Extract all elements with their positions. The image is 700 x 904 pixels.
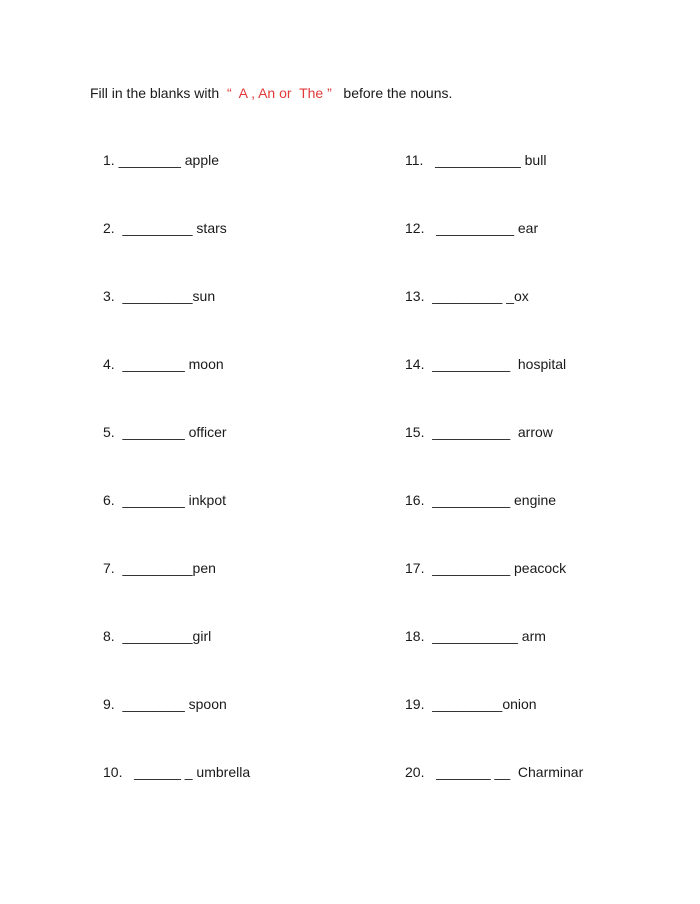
question-blank-noun: __________ peacock <box>424 560 567 576</box>
question-number: 4. <box>103 356 115 372</box>
question-blank-noun: ________ inkpot <box>114 492 227 508</box>
question-number: 12. <box>405 220 425 236</box>
question-item-4 <box>103 355 250 423</box>
question-blank-noun: ______ _ umbrella <box>122 764 251 780</box>
question-item-9 <box>103 695 250 763</box>
question-blank-noun: _________girl <box>114 628 212 644</box>
question-number: 2. <box>103 220 115 236</box>
question-blank-noun: _________ _ox <box>424 288 529 304</box>
question-number: 18. <box>405 628 425 644</box>
question-item-3 <box>103 287 250 355</box>
question-number: 17. <box>405 560 425 576</box>
question-item-19 <box>405 695 583 763</box>
question-blank-noun: _________ stars <box>114 220 227 236</box>
question-item-8 <box>103 627 250 695</box>
instruction-suffix: before the nouns. <box>331 85 453 101</box>
right-question-column <box>405 151 583 831</box>
question-blank-noun: _________pen <box>114 560 216 576</box>
question-blank-noun: ___________ arm <box>424 628 546 644</box>
question-item-18 <box>405 627 583 695</box>
question-number: 5. <box>103 424 115 440</box>
question-number: 19. <box>405 696 425 712</box>
question-blank-noun: _________sun <box>114 288 216 304</box>
instruction-articles: “ A , An or The ” <box>226 85 332 101</box>
left-question-column <box>103 151 250 831</box>
question-item-7 <box>103 559 250 627</box>
worksheet-instruction <box>90 84 452 102</box>
question-blank-noun: _________onion <box>424 696 537 712</box>
question-item-15 <box>405 423 583 491</box>
question-number: 6. <box>103 492 115 508</box>
question-number: 3. <box>103 288 115 304</box>
question-blank-noun: __________ engine <box>424 492 557 508</box>
question-item-6 <box>103 491 250 559</box>
question-item-12 <box>405 219 583 287</box>
question-number: 8. <box>103 628 115 644</box>
question-blank-noun: ________ officer <box>114 424 227 440</box>
question-number: 16. <box>405 492 425 508</box>
question-blank-noun: ___________ bull <box>423 152 547 168</box>
question-number: 20. <box>405 764 425 780</box>
question-item-20 <box>405 763 583 831</box>
question-blank-noun: ________ spoon <box>114 696 227 712</box>
question-number: 10. <box>103 764 123 780</box>
question-number: 11. <box>405 152 424 168</box>
question-number: 9. <box>103 696 115 712</box>
question-blank-noun: __________ hospital <box>424 356 567 372</box>
instruction-prefix: Fill in the blanks with <box>90 85 227 101</box>
question-blank-noun: __________ arrow <box>424 424 553 440</box>
question-item-11 <box>405 151 583 219</box>
question-blank-noun: ________ apple <box>114 152 220 168</box>
question-number: 13. <box>405 288 425 304</box>
question-number: 14. <box>405 356 425 372</box>
question-blank-noun: ________ moon <box>114 356 224 372</box>
question-number: 15. <box>405 424 425 440</box>
question-number: 1. <box>103 152 115 168</box>
question-item-2 <box>103 219 250 287</box>
question-item-10 <box>103 763 250 831</box>
question-item-16 <box>405 491 583 559</box>
question-item-17 <box>405 559 583 627</box>
question-item-13 <box>405 287 583 355</box>
question-number: 7. <box>103 560 115 576</box>
question-item-5 <box>103 423 250 491</box>
question-item-1 <box>103 151 250 219</box>
question-blank-noun: __________ ear <box>424 220 539 236</box>
question-item-14 <box>405 355 583 423</box>
question-blank-noun: _______ __ Charminar <box>424 764 584 780</box>
